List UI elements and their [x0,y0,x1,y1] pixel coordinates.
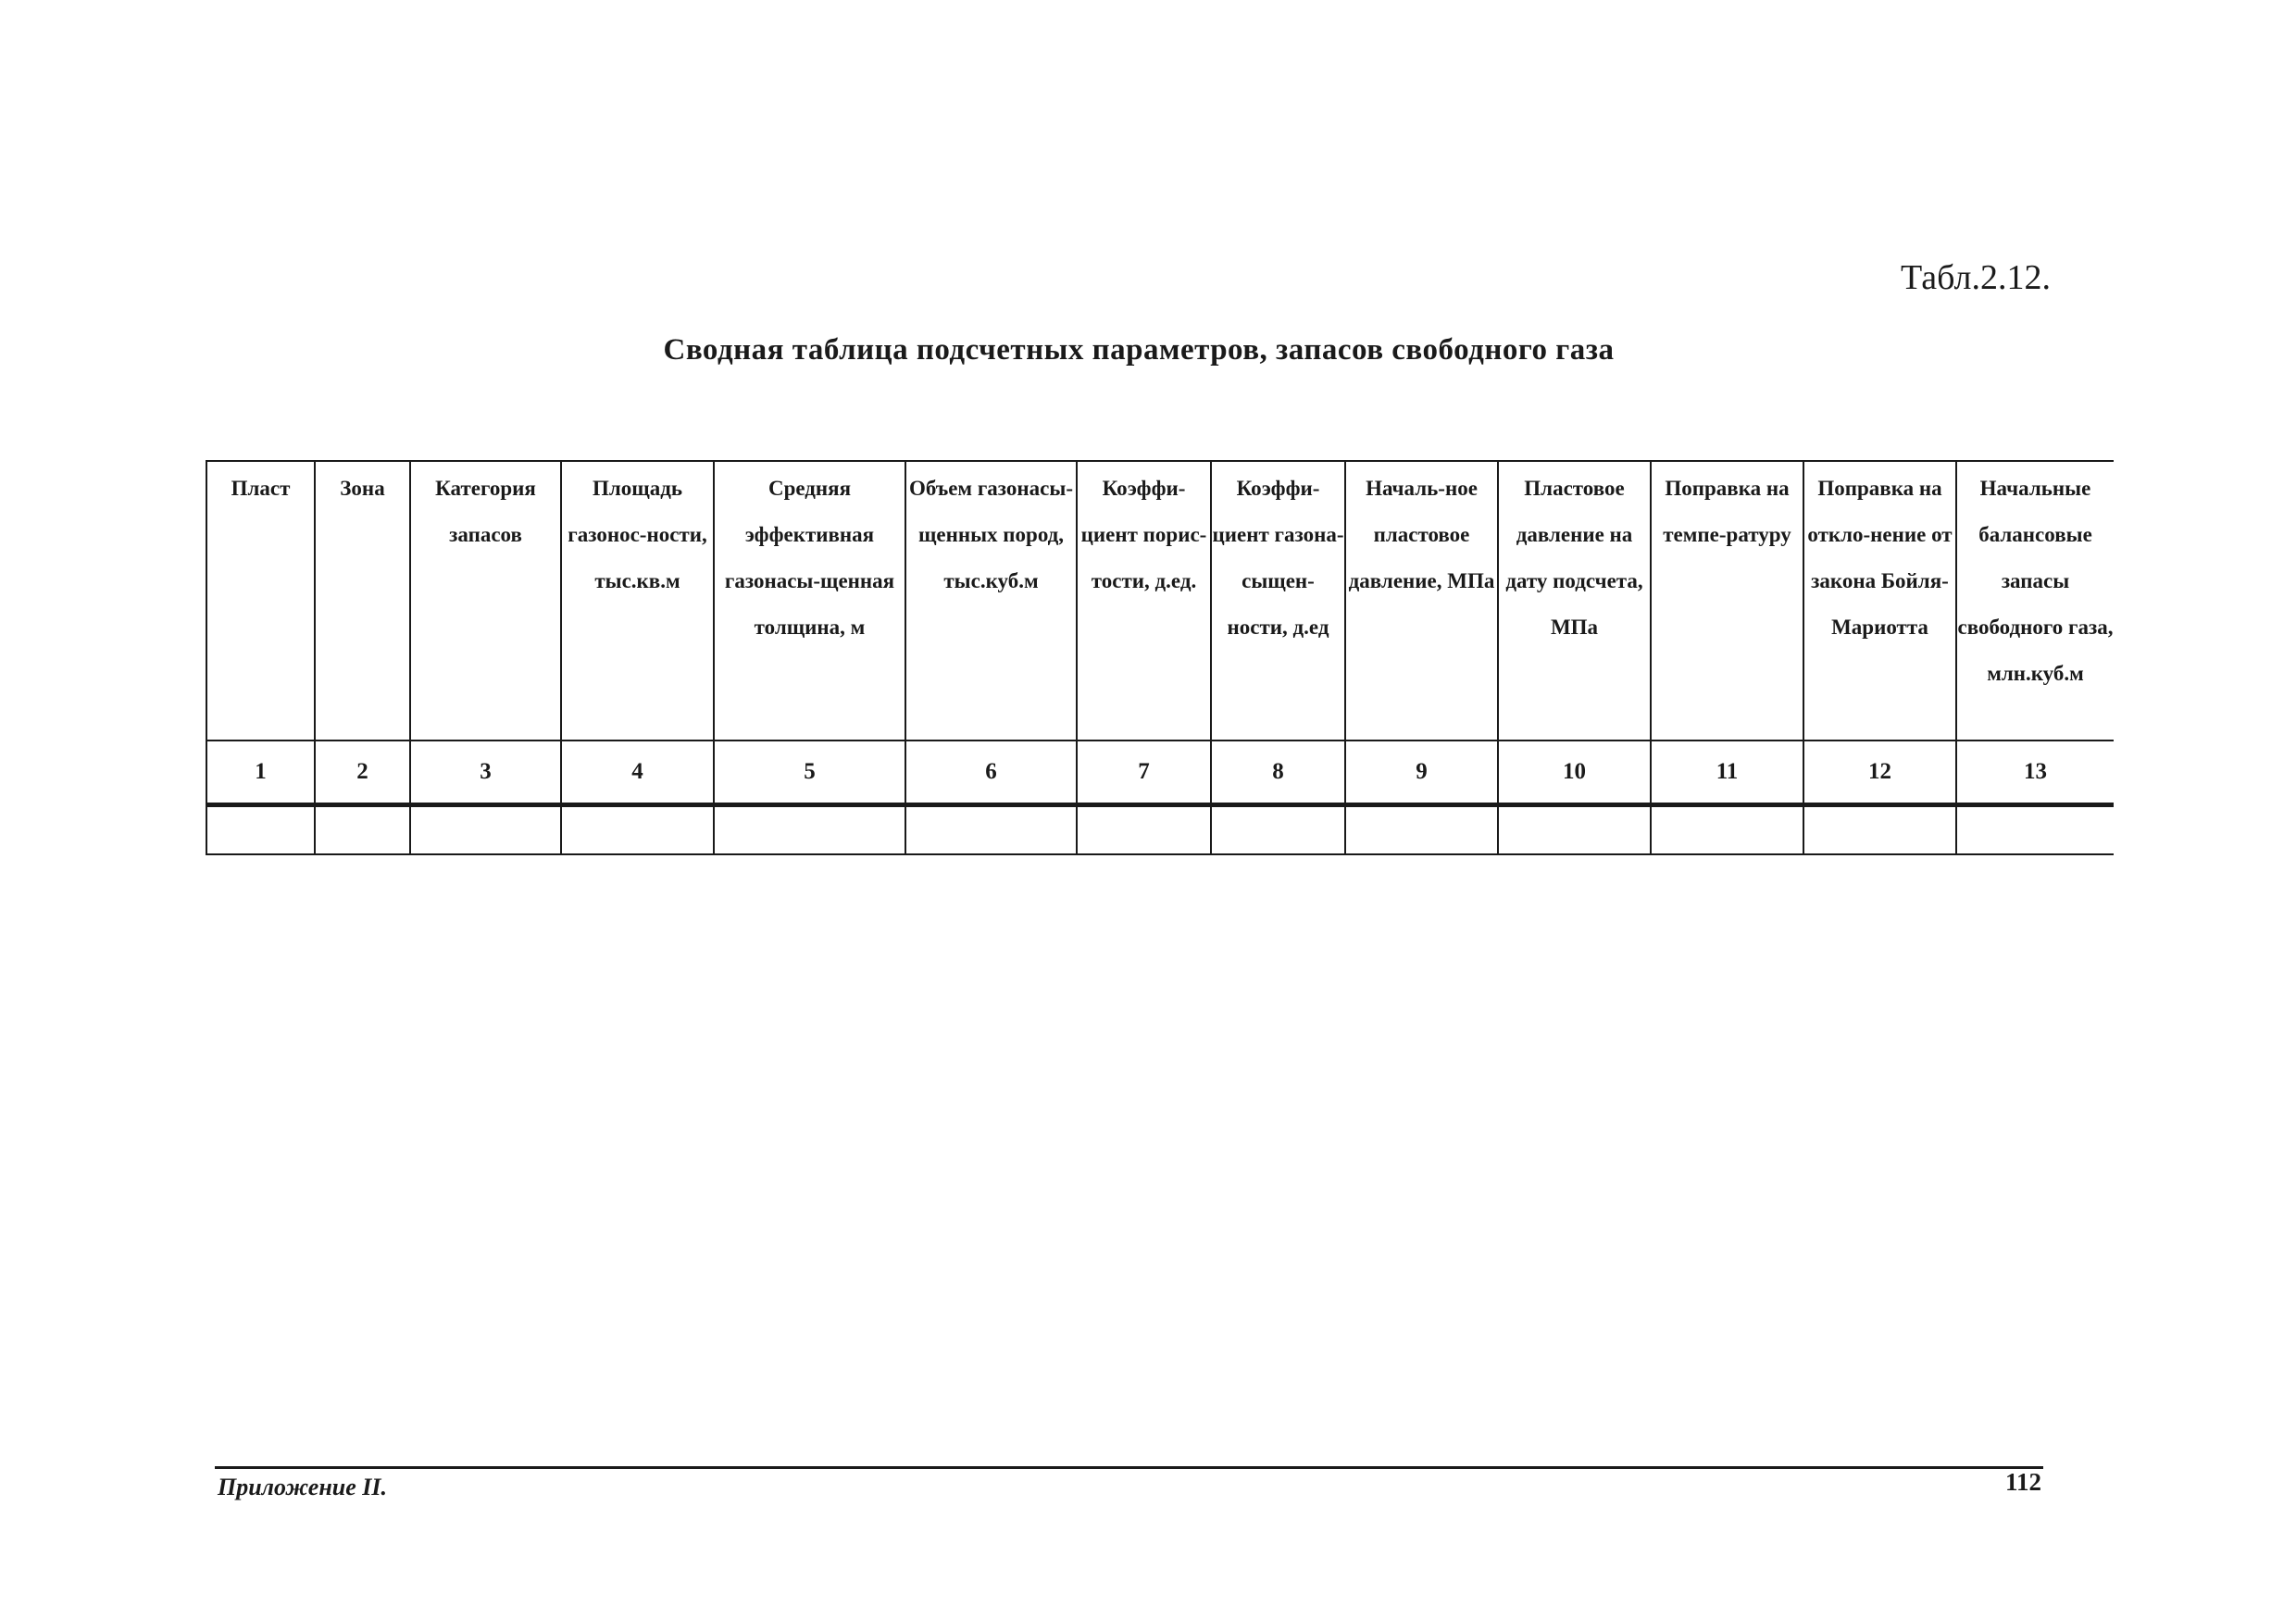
table-title: Сводная таблица подсчетных параметров, запасов свободного газа [663,333,1615,367]
table-cell [1077,805,1211,855]
table-cell [410,805,561,855]
table-cell [1211,805,1345,855]
empty-data-row [206,805,2114,855]
column-number: 1 [206,741,315,805]
column-header [1077,461,1211,741]
column-header [410,461,561,741]
column-header-text: Поправка на темпе-ратуру [1663,477,1791,546]
table-cell [905,805,1077,855]
parameters-table-container [206,460,2113,855]
table-cell [1651,805,1803,855]
column-header-text: Средняя эффективная газонасы-щенная толщина, м [724,477,895,639]
table-cell [1345,805,1498,855]
column-header [206,461,315,741]
page-number: 112 [2004,1468,2041,1496]
column-header-text: Начальные балансовые запасы свободного газа, млн.куб.м [1957,477,2114,685]
column-header [714,461,905,741]
column-header [1345,461,1498,741]
table-number: Табл.2.12. [1901,258,2051,297]
column-header-text: Пласт [231,477,291,500]
column-header [1803,461,1956,741]
column-header-text: Коэффи-циент порис-тости, д.ед. [1080,477,1207,592]
column-number-row [206,741,2114,805]
table-cell [206,805,315,855]
column-number: 11 [1651,741,1803,805]
column-header-text: Зона [340,477,385,500]
table-cell [561,805,714,855]
column-number: 7 [1077,741,1211,805]
column-number: 13 [1956,741,2114,805]
column-header-text: Поправка на откло-нение от закона Бойля-Мариотта [1807,477,1953,639]
column-header-text: Объем газонасы-щенных пород, тыс.куб.м [909,477,1073,592]
column-header [561,461,714,741]
table-cell [714,805,905,855]
footer-divider [215,1466,2043,1469]
column-header [1956,461,2114,741]
column-header-text: Категория запасов [435,477,536,546]
column-header [1498,461,1651,741]
column-number: 8 [1211,741,1345,805]
column-header-text: Началь-ное пластовое давление, МПа [1348,477,1495,592]
table-cell [1803,805,1956,855]
column-number: 3 [410,741,561,805]
column-number: 6 [905,741,1077,805]
column-number: 10 [1498,741,1651,805]
column-header [905,461,1077,741]
column-header-text: Пластовое давление на дату подсчета, МПа [1505,477,1643,639]
column-header-text: Коэффи-циент газона-сыщен-ности, д.ед [1212,477,1344,639]
parameters-table [206,460,2114,855]
column-header [315,461,410,741]
table-cell [1498,805,1651,855]
column-header [1211,461,1345,741]
column-header-text: Площадь газонос-ности, тыс.кв.м [568,477,707,592]
table-cell [315,805,410,855]
column-header [1651,461,1803,741]
column-number: 4 [561,741,714,805]
header-row [206,461,2114,741]
column-number: 5 [714,741,905,805]
column-number: 12 [1803,741,1956,805]
footer-appendix-label: Приложение II. [218,1474,388,1500]
table-cell [1956,805,2114,855]
column-number: 9 [1345,741,1498,805]
column-number: 2 [315,741,410,805]
